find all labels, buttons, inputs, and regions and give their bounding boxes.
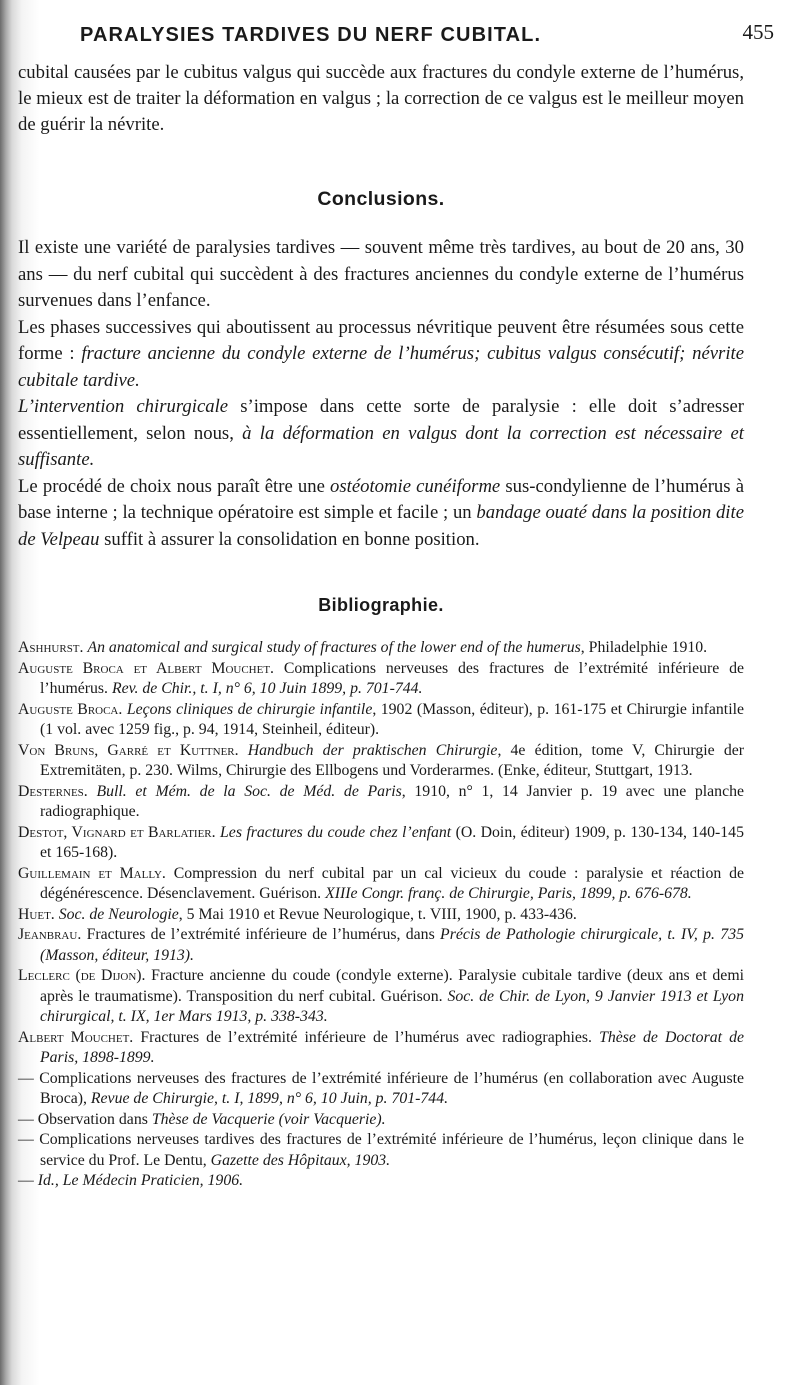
bib-author: Ashhurst. — [18, 639, 88, 656]
bibliography-entry — [18, 638, 744, 659]
conclusion-2-text: Les phases successives qui aboutissent au processus névritique peuvent être résumées sous cette forme : — [18, 316, 744, 364]
bibliography-entry — [18, 741, 744, 782]
bib-details: , 5 Mai 1910 et Revue Neurologique, t. VIII, 1900, p. 433-436. — [178, 905, 577, 923]
bib-details: , 1910, n° 1, 14 Janvier p. 19 avec une planche radiographique. — [40, 782, 745, 820]
conclusion-3-text-b: , selon nous, — [133, 422, 243, 444]
bib-author: Desternes. — [18, 782, 97, 800]
bib-author: Auguste Broca. — [18, 700, 127, 718]
bib-details: Thèse de Doctorat de Paris, 1898-1899. — [40, 1028, 744, 1066]
bib-title: Complications nerveuses tardives des fractures de l’extrémité inférieure de l’humérus, leçon clinique dans le service du Prof. Le Dentu, — [39, 1131, 745, 1169]
bib-details: Précis de Pathologie chirurgicale, t. IV, p. 735 (Masson, éditeur, 1913). — [40, 926, 744, 964]
conclusion-paragraph-1: Il existe une variété de paralysies tardives — souvent même très tardives, au bout de 20 ans, 30 ans — du nerf cubital qui succèdent à des fractures anciennes du condyle externe de l’humérus survenues dans l’enfance. — [18, 237, 744, 311]
conclusion-paragraph-4 — [18, 474, 744, 554]
bib-title: Les fractures du coude chez l’enfant — [220, 823, 452, 841]
bib-author: Guillemain et Mally. — [18, 864, 174, 882]
bibliography-entry — [18, 925, 744, 966]
conclusion-2-emphasis: fracture ancienne du condyle externe de l’humérus; cubitus valgus consécutif; névrite cubitale tardive. — [18, 343, 744, 391]
conclusion-4-emphasis-b: bandage ouaté dans la position dite de Velpeau — [18, 502, 744, 550]
bibliography-entry — [18, 1110, 744, 1131]
bibliography-entry — [18, 823, 744, 864]
conclusion-4-text-a: Le procédé de choix nous paraît être une — [18, 475, 331, 497]
bibliography-entry — [18, 1069, 744, 1110]
bib-author: Huet. — [18, 905, 59, 923]
conclusions-title: Conclusions. — [317, 188, 445, 210]
conclusions-section — [18, 235, 744, 553]
bibliography-entry — [18, 782, 744, 823]
bibliography-entry — [18, 700, 744, 741]
bib-details: Revue de Chirurgie, t. I, 1899, n° 6, 10 Juin, p. 701-744. — [90, 1090, 449, 1107]
bib-details: XIIIe Congr. franç. de Chirurgie, Paris, 1899, p. 676-678. — [325, 885, 692, 902]
bib-title: Fractures de l’extrémité inférieure de l’humérus, dans — [86, 926, 441, 943]
bib-title: Compression du nerf cubital par un cal vicieux du coude : paralysie et réaction de dégénérescence. Désenclavement. Guérison. — [40, 864, 744, 902]
conclusion-paragraph-3 — [18, 394, 744, 474]
conclusion-paragraph-2 — [18, 315, 744, 395]
conclusion-3-emphasis-b: à la déformation en valgus dont la correction est nécessaire et suffisante. — [18, 422, 745, 470]
bib-details: Soc. de Chir. de Lyon, 9 Janvier 1913 et Lyon chirurgical, t. IX, 1er Mars 1913, p. 338-343. — [40, 987, 744, 1025]
bib-author: Auguste Broca et Albert Mouchet. — [18, 659, 284, 677]
conclusion-4-emphasis-a: ostéotomie cunéiforme — [330, 475, 501, 497]
conclusion-4-text-b: sus-condylienne de l’humérus à base interne ; la technique opératoire est simple et facile ; un — [18, 475, 744, 523]
bib-title: Fractures de l’extrémité inférieure de l’humérus avec radiographies. — [140, 1028, 600, 1046]
bib-details: Gazette des Hôpitaux, 1903. — [210, 1151, 391, 1169]
bibliography-entry — [18, 905, 744, 926]
page-content — [18, 0, 774, 1192]
bib-title: Fracture ancienne du coude (condyle externe). Paralysie cubitale tardive (deux ans et demi après le traumatisme). Transposition du nerf cubital. Guérison. — [40, 967, 744, 1005]
bib-dash: — — [18, 1172, 38, 1189]
bib-dash: — — [18, 1110, 38, 1128]
bib-title: Complications nerveuses des fractures de l’extrémité inférieure de l’humérus (en collaboration avec Auguste Broca), — [39, 1069, 744, 1107]
bib-title: Soc. de Neurologie — [58, 905, 179, 923]
bib-details: Thèse de Vacquerie (voir Vacquerie). — [151, 1110, 386, 1128]
bib-title: Handbuch der praktischen Chirurgie — [247, 741, 498, 759]
bib-title: Complications nerveuses des fractures de l’extrémité inférieure de l’humérus. — [40, 659, 744, 697]
conclusion-3-emphasis-a: L’intervention chirurgicale — [18, 396, 229, 417]
bib-title: Observation dans — [37, 1110, 152, 1128]
bib-details: Rev. de Chir., t. I, n° 6, 10 Juin 1899, p. 701-744. — [111, 680, 423, 697]
bib-title: An anatomical and surgical study of fractures of the lower end of the humerus — [87, 639, 581, 656]
bib-author: Leclerc (de Dijon). — [18, 967, 152, 984]
bib-author: Von Bruns, Garré et Kuttner. — [18, 741, 248, 759]
page-header — [18, 0, 774, 60]
bib-title: Bull. et Mém. de la Soc. de Méd. de Paris — [96, 782, 402, 800]
bibliography-title: Bibliographie. — [318, 595, 444, 615]
conclusion-4-text-c: suffit à assurer la consolidation en bonne position. — [99, 528, 480, 550]
bib-details: Le Médecin Praticien, 1906. — [62, 1172, 244, 1189]
bib-details: (O. Doin, éditeur) 1909, p. 130-134, 140-145 et 165-168). — [40, 823, 744, 861]
page-number: 455 — [742, 20, 774, 44]
bib-author: Albert Mouchet. — [18, 1028, 141, 1046]
bib-title: Id., — [37, 1172, 63, 1189]
bibliography-list — [18, 638, 744, 1192]
bib-details: , 4e édition, tome V, Chirurgie der Extremitäten, p. 230. Wilms, Chirurgie des Ellbogens und Vorderarmes. (Enke, éditeur, Stuttgart, 1913. — [40, 741, 744, 779]
bib-details: , 1902 (Masson, éditeur), p. 161-175 et Chirurgie infantile (1 vol. avec 1259 fig., p. 94, 1914, Steinheil, éditeur). — [40, 700, 744, 738]
running-title: PARALYSIES TARDIVES DU NERF CUBITAL. — [80, 24, 542, 46]
bibliography-entry — [18, 1028, 744, 1069]
bib-title: Leçons cliniques de chirurgie infantile — [126, 700, 373, 718]
bibliography-entry — [18, 1171, 744, 1192]
bibliography-entry — [18, 1130, 744, 1171]
bib-author: Destot, Vignard et Barlatier. — [18, 823, 221, 841]
bib-author: Jeanbrau. — [18, 926, 87, 943]
bib-details: , Philadelphie 1910. — [580, 639, 708, 656]
bibliography-entry — [18, 659, 744, 700]
conclusion-3-text-a: s’impose dans cette sorte de paralysie : elle doit s’adresser essentiellement — [18, 396, 744, 444]
bib-dash: — — [18, 1131, 40, 1148]
bib-dash: — — [18, 1069, 40, 1087]
intro-paragraph: cubital causées par le cubitus valgus qui succède aux fractures du condyle externe de l’humérus, le mieux est de traiter la déformation en valgus ; la correction de ce valgus est le meilleur moyen de guérir la névrite. — [18, 62, 744, 135]
bibliography-entry — [18, 864, 744, 905]
bibliography-entry — [18, 966, 744, 1028]
